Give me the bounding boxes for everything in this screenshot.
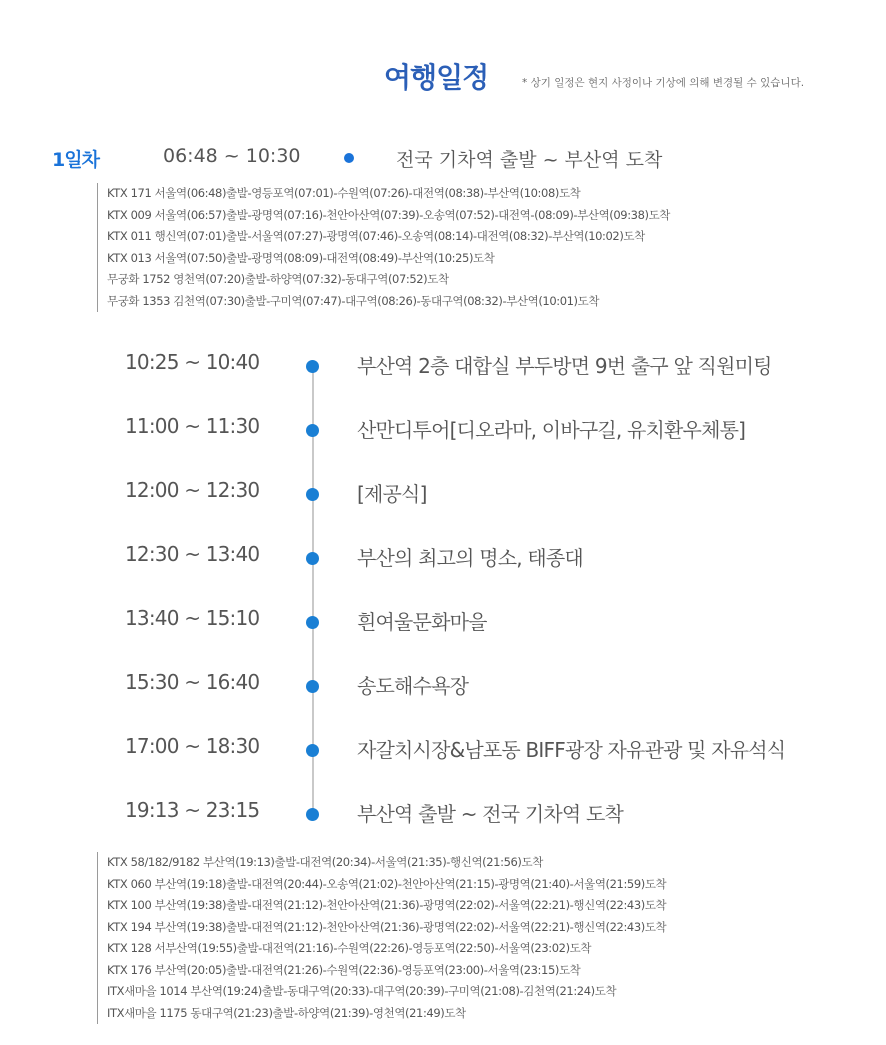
schedule-timeline [0, 346, 886, 836]
schedule-item [0, 474, 886, 510]
bullet-dot-icon [344, 153, 354, 163]
train-item: KTX 58/182/9182 부산역(19:13)출발-대전역(20:34)-서울역(21:35)-행신역(21:56)도착 [107, 855, 543, 869]
schedule-item [0, 666, 886, 702]
schedule-time: 12:30 ~ 13:40 [125, 542, 260, 566]
schedule-description: 자갈치시장&남포동 BIFF광장 자유관광 및 자유석식 [357, 738, 786, 762]
schedule-item [0, 538, 886, 574]
timeline-dot-icon [306, 424, 319, 437]
schedule-description: 부산의 최고의 명소, 태종대 [357, 546, 583, 570]
train-item: KTX 013 서울역(07:50)출발-광명역(08:09)-대전역(08:49)-부산역(10:25)도착 [107, 250, 495, 265]
schedule-time: 12:00 ~ 12:30 [125, 478, 260, 502]
day1-row [0, 143, 886, 173]
day-time: 06:48 ~ 10:30 [163, 145, 301, 167]
schedule-time: 15:30 ~ 16:40 [125, 670, 260, 694]
schedule-time: 11:00 ~ 11:30 [125, 414, 260, 438]
schedule-item [0, 346, 886, 382]
train-item: KTX 176 부산역(20:05)출발-대전역(21:26)-수원역(22:36)-영등포역(23:00)-서울역(23:15)도착 [107, 962, 581, 977]
schedule-description: 부산역 출발 ~ 전국 기차역 도착 [357, 802, 623, 826]
schedule-description: 산만디투어[디오라마, 이바구길, 유치환우체통] [357, 418, 746, 442]
schedule-item [0, 602, 886, 638]
return-train-list [97, 852, 867, 1024]
page-title: 여행일정 [384, 61, 489, 94]
train-item: KTX 011 행신역(07:01)출발-서울역(07:27)-광명역(07:46)-오송역(08:14)-대전역(08:32)-부산역(10:02)도착 [107, 229, 645, 243]
schedule-description: [제공식] [357, 482, 427, 506]
schedule-description: 부산역 2층 대합실 부두방면 9번 출구 앞 직원미팅 [357, 354, 772, 378]
timeline-dot-icon [306, 488, 319, 501]
train-item: KTX 128 서부산역(19:55)출발-대전역(21:16)-수원역(22:26)-영등포역(22:50)-서울역(23:02)도착 [107, 941, 592, 955]
train-item: KTX 100 부산역(19:38)출발-대전역(21:12)-천안아산역(21:36)-광명역(22:02)-서울역(22:21)-행신역(22:43)도착 [107, 898, 667, 912]
train-item: KTX 009 서울역(06:57)출발-광명역(07:16)-천안아산역(07:39)-오송역(07:52)-대전역-(08:09)-부산역(09:38)도착 [107, 207, 671, 222]
timeline-dot-icon [306, 360, 319, 373]
timeline-dot-icon [306, 744, 319, 757]
timeline-dot-icon [306, 616, 319, 629]
schedule-time: 13:40 ~ 15:10 [125, 606, 260, 630]
day-description: 전국 기차역 출발 ~ 부산역 도착 [396, 149, 663, 171]
schedule-description: 송도해수욕장 [357, 674, 469, 698]
schedule-item [0, 730, 886, 766]
schedule-time: 19:13 ~ 23:15 [125, 798, 260, 822]
timeline-dot-icon [306, 680, 319, 693]
timeline-dot-icon [306, 808, 319, 821]
header [0, 56, 886, 96]
train-item: KTX 171 서울역(06:48)출발-영등포역(07:01)-수원역(07:26)-대전역(08:38)-부산역(10:08)도착 [107, 186, 581, 200]
day-label: 1일차 [52, 149, 99, 171]
schedule-time: 17:00 ~ 18:30 [125, 734, 260, 758]
train-item: ITX새마을 1175 동대구역(21:23)출발-하양역(21:39)-영천역(21:49)도착 [107, 1005, 466, 1020]
train-item: KTX 060 부산역(19:18)출발-대전역(20:44)-오송역(21:02)-천안아산역(21:15)-광명역(21:40)-서울역(21:59)도착 [107, 876, 667, 891]
train-item: 무궁화 1353 김천역(07:30)출발-구미역(07:47)-대구역(08:26)-동대구역(08:32)-부산역(10:01)도착 [107, 293, 600, 308]
schedule-item [0, 410, 886, 446]
departure-train-list [97, 183, 867, 312]
train-item: 무궁화 1752 영천역(07:20)출발-하양역(07:32)-동대구역(07:52)도착 [107, 272, 449, 286]
train-item: KTX 194 부산역(19:38)출발-대전역(21:12)-천안아산역(21:36)-광명역(22:02)-서울역(22:21)-행신역(22:43)도착 [107, 919, 667, 934]
train-item: ITX새마을 1014 부산역(19:24)출발-동대구역(20:33)-대구역(20:39)-구미역(21:08)-김천역(21:24)도착 [107, 984, 617, 998]
schedule-item [0, 794, 886, 830]
schedule-description: 흰여울문화마을 [357, 610, 487, 634]
timeline-dot-icon [306, 552, 319, 565]
schedule-notice: * 상기 일정은 현지 사정이나 기상에 의해 변경될 수 있습니다. [522, 77, 805, 89]
schedule-time: 10:25 ~ 10:40 [125, 350, 260, 374]
